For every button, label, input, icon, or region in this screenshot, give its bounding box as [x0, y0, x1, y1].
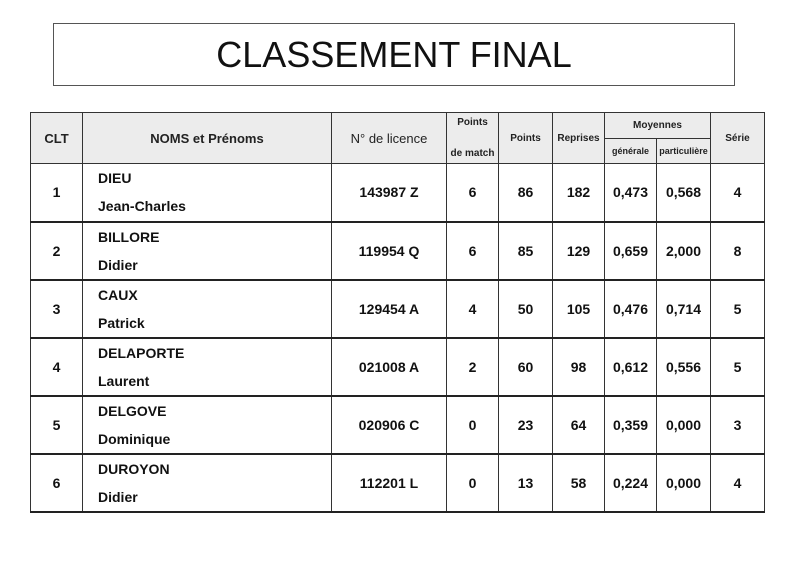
header-points: Points	[499, 113, 553, 164]
header-clt: CLT	[31, 113, 83, 164]
cell-licence: 129454 A	[332, 280, 447, 338]
cell-particuliere: 0,000	[657, 454, 711, 512]
cell-prenom: Didier	[98, 256, 138, 273]
header-points-match	[447, 113, 499, 164]
cell-licence: 143987 Z	[332, 164, 447, 222]
cell-points-match: 0	[447, 396, 499, 454]
cell-points-match: 4	[447, 280, 499, 338]
header-particuliere: particulière	[657, 139, 711, 164]
cell-points: 86	[499, 164, 553, 222]
cell-particuliere: 0,000	[657, 396, 711, 454]
cell-name	[83, 338, 332, 396]
cell-name	[83, 454, 332, 512]
header-points-match-bottom: de match	[450, 148, 495, 159]
cell-points: 23	[499, 396, 553, 454]
header-generale: générale	[605, 139, 657, 164]
cell-prenom: Didier	[98, 488, 138, 505]
cell-nom: BILLORE	[98, 228, 160, 245]
cell-nom: DUROYON	[98, 460, 170, 477]
cell-prenom: Patrick	[98, 314, 145, 331]
cell-generale: 0,224	[605, 454, 657, 512]
cell-nom: CAUX	[98, 286, 138, 303]
page-title: CLASSEMENT FINAL	[216, 33, 572, 75]
cell-points-match: 6	[447, 222, 499, 280]
cell-points: 50	[499, 280, 553, 338]
header-licence: N° de licence	[332, 113, 447, 164]
cell-points-match: 0	[447, 454, 499, 512]
cell-reprises: 182	[553, 164, 605, 222]
cell-prenom: Laurent	[98, 372, 150, 389]
cell-name	[83, 280, 332, 338]
header-points-match-top: Points	[457, 117, 488, 128]
cell-licence: 021008 A	[332, 338, 447, 396]
cell-serie: 8	[711, 222, 765, 280]
cell-generale: 0,476	[605, 280, 657, 338]
table-row	[31, 164, 765, 222]
cell-serie: 3	[711, 396, 765, 454]
cell-reprises: 105	[553, 280, 605, 338]
cell-nom: DELAPORTE	[98, 344, 185, 361]
cell-generale: 0,612	[605, 338, 657, 396]
cell-points-match: 6	[447, 164, 499, 222]
cell-prenom: Jean-Charles	[98, 198, 186, 215]
cell-name	[83, 164, 332, 222]
cell-clt: 6	[31, 454, 83, 512]
cell-points: 60	[499, 338, 553, 396]
cell-particuliere: 2,000	[657, 222, 711, 280]
cell-reprises: 129	[553, 222, 605, 280]
cell-prenom: Dominique	[98, 430, 171, 447]
cell-licence: 020906 C	[332, 396, 447, 454]
cell-points: 85	[499, 222, 553, 280]
cell-clt: 5	[31, 396, 83, 454]
cell-serie: 5	[711, 280, 765, 338]
cell-particuliere: 0,556	[657, 338, 711, 396]
header-reprises: Reprises	[553, 113, 605, 164]
header-row	[31, 113, 765, 139]
table-row	[31, 454, 765, 512]
header-noms: NOMS et Prénoms	[83, 113, 332, 164]
table-row	[31, 222, 765, 280]
cell-clt: 1	[31, 164, 83, 222]
ranking-table	[30, 112, 765, 513]
cell-reprises: 58	[553, 454, 605, 512]
cell-points-match: 2	[447, 338, 499, 396]
cell-nom: DELGOVE	[98, 402, 167, 419]
cell-reprises: 98	[553, 338, 605, 396]
table-row	[31, 396, 765, 454]
cell-nom: DIEU	[98, 170, 132, 187]
cell-generale: 0,659	[605, 222, 657, 280]
cell-serie: 5	[711, 338, 765, 396]
cell-reprises: 64	[553, 396, 605, 454]
cell-clt: 2	[31, 222, 83, 280]
cell-licence: 112201 L	[332, 454, 447, 512]
cell-name	[83, 222, 332, 280]
cell-serie: 4	[711, 454, 765, 512]
header-serie: Série	[711, 113, 765, 164]
cell-name	[83, 396, 332, 454]
title-box	[53, 23, 735, 86]
cell-generale: 0,359	[605, 396, 657, 454]
table-row	[31, 280, 765, 338]
cell-clt: 3	[31, 280, 83, 338]
cell-particuliere: 0,568	[657, 164, 711, 222]
cell-particuliere: 0,714	[657, 280, 711, 338]
cell-points: 13	[499, 454, 553, 512]
cell-clt: 4	[31, 338, 83, 396]
header-moyennes: Moyennes	[605, 113, 711, 139]
cell-licence: 119954 Q	[332, 222, 447, 280]
table-row	[31, 338, 765, 396]
cell-serie: 4	[711, 164, 765, 222]
cell-generale: 0,473	[605, 164, 657, 222]
